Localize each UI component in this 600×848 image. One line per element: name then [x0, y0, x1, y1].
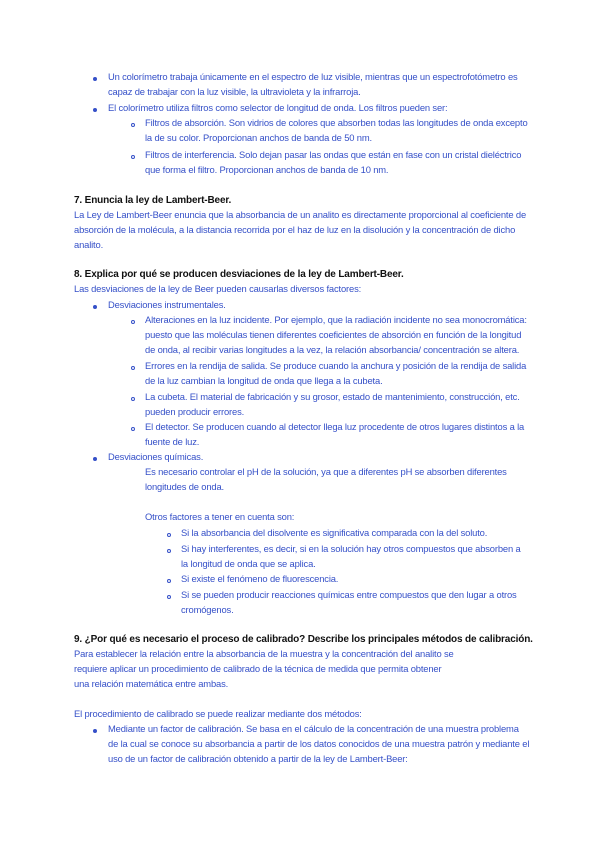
sub-bullet-circle [131, 366, 135, 370]
sub-bullet-circle [131, 397, 135, 401]
bullet-dot [93, 305, 97, 309]
text-line: Si la absorbancia del disolvente es significativa comparada con la del soluto. [181, 527, 488, 538]
section-heading: 7. Enuncia la ley de Lambert-Beer. [74, 195, 232, 206]
text-line: Para establecer la relación entre la absorbancia de la muestra y la concentración del analito se [74, 648, 454, 659]
bullet-dot [93, 108, 97, 112]
text-line: Filtros de interferencia. Solo dejan pasar las ondas que están en fase con un cristal dieléctrico [145, 149, 522, 160]
sub-bullet-circle [131, 320, 135, 324]
text-line: la de su color. Proporcionan anchos de banda de 50 nm. [145, 132, 372, 143]
text-line: fuente de luz. [145, 436, 200, 447]
text-line: Si se pueden producir reacciones químicas entre compuestos que den lugar a otros [181, 589, 517, 600]
text-line: Las desviaciones de la ley de Beer pueden causarlas diversos factores: [74, 283, 362, 294]
text-line: capaz de trabajar con la luz visible, la ultravioleta y la infrarroja. [108, 86, 361, 97]
text-line: analito. [74, 239, 104, 250]
text-line: de la luz cambian la longitud de onda que llega a la cubeta. [145, 375, 383, 386]
bullet-dot [93, 457, 97, 461]
text-line: longitudes de onda. [145, 481, 224, 492]
text-line: Desviaciones instrumentales. [108, 299, 226, 310]
text-line: El colorímetro utiliza filtros como selector de longitud de onda. Los filtros pueden ser: [108, 102, 448, 113]
text-line: Filtros de absorción. Son vidrios de colores que absorben todas las longitudes de onda excepto [145, 117, 528, 128]
text-line: la longitud de onda que se aplica. [181, 558, 316, 569]
text-line: de onda, al recibir varias longitudes a la vez, la relación absorbancia/ concentración se altera. [145, 344, 520, 355]
text-line: absorción de la molécula, a la distancia recorrida por el haz de luz en la disolución y la concentración de dicho [74, 224, 516, 235]
sub-bullet-circle [131, 427, 135, 431]
text-line: de la cual se conoce su absorbancia a partir de los datos conocidos de una muestra patrón y mediante el [108, 738, 530, 749]
text-line: Es necesario controlar el pH de la solución, ya que a diferentes pH se absorben diferentes [145, 466, 507, 477]
text-line: Un colorímetro trabaja únicamente en el espectro de luz visible, mientras que un espectrofotómetro es [108, 71, 518, 82]
bullet-dot [93, 77, 97, 81]
sub-bullet-circle [167, 579, 171, 583]
sub-bullet-circle [131, 123, 135, 127]
section-heading: 9. ¿Por qué es necesario el proceso de calibrado? Describe los principales métodos de calibración. [74, 634, 533, 645]
text-line: Otros factores a tener en cuenta son: [145, 511, 295, 522]
text-line: una relación matemática entre ambas. [74, 678, 229, 689]
text-line: Mediante un factor de calibración. Se basa en el cálculo de la concentración de una muestra problema [108, 723, 519, 734]
text-line: El detector. Se producen cuando al detector llega luz procedente de otros lugares distintos a la [145, 421, 525, 432]
sub-bullet-circle [167, 549, 171, 553]
sub-bullet-circle [131, 155, 135, 159]
text-line: Si existe el fenómeno de fluorescencia. [181, 573, 339, 584]
sub-bullet-circle [167, 595, 171, 599]
text-line: uso de un factor de calibración obtenido a partir de la ley de Lambert-Beer: [108, 753, 408, 764]
text-line: La cubeta. El material de fabricación y su grosor, estado de mantenimiento, construcción, etc. [145, 391, 520, 402]
text-line: La Ley de Lambert-Beer enuncia que la absorbancia de un analito es directamente proporcional al coeficiente de [74, 209, 527, 220]
sub-bullet-circle [167, 533, 171, 537]
text-line: cromógenos. [181, 604, 234, 615]
text-line: pueden producir errores. [145, 406, 245, 417]
text-line: Desviaciones químicas. [108, 451, 204, 462]
text-line: que forma el filtro. Proporcionan anchos de banda de 10 nm. [145, 164, 389, 175]
bullet-dot [93, 729, 97, 733]
text-line: El procedimiento de calibrado se puede realizar mediante dos métodos: [74, 708, 362, 719]
text-line: requiere aplicar un procedimiento de calibrado de la técnica de medida que permita obtener [74, 663, 442, 674]
text-line: Errores en la rendija de salida. Se produce cuando la anchura y posición de la rendija de salida [145, 360, 527, 371]
text-line: puesto que las moléculas tienen diferentes coeficientes de absorción en función de la longitud [145, 329, 522, 340]
text-line: Si hay interferentes, es decir, si en la solución hay otros compuestos que absorben a [181, 543, 521, 554]
section-heading: 8. Explica por qué se producen desviaciones de la ley de Lambert-Beer. [74, 269, 404, 280]
text-line: Alteraciones en la luz incidente. Por ejemplo, que la radiación incidente no sea monocromática: [145, 314, 527, 325]
